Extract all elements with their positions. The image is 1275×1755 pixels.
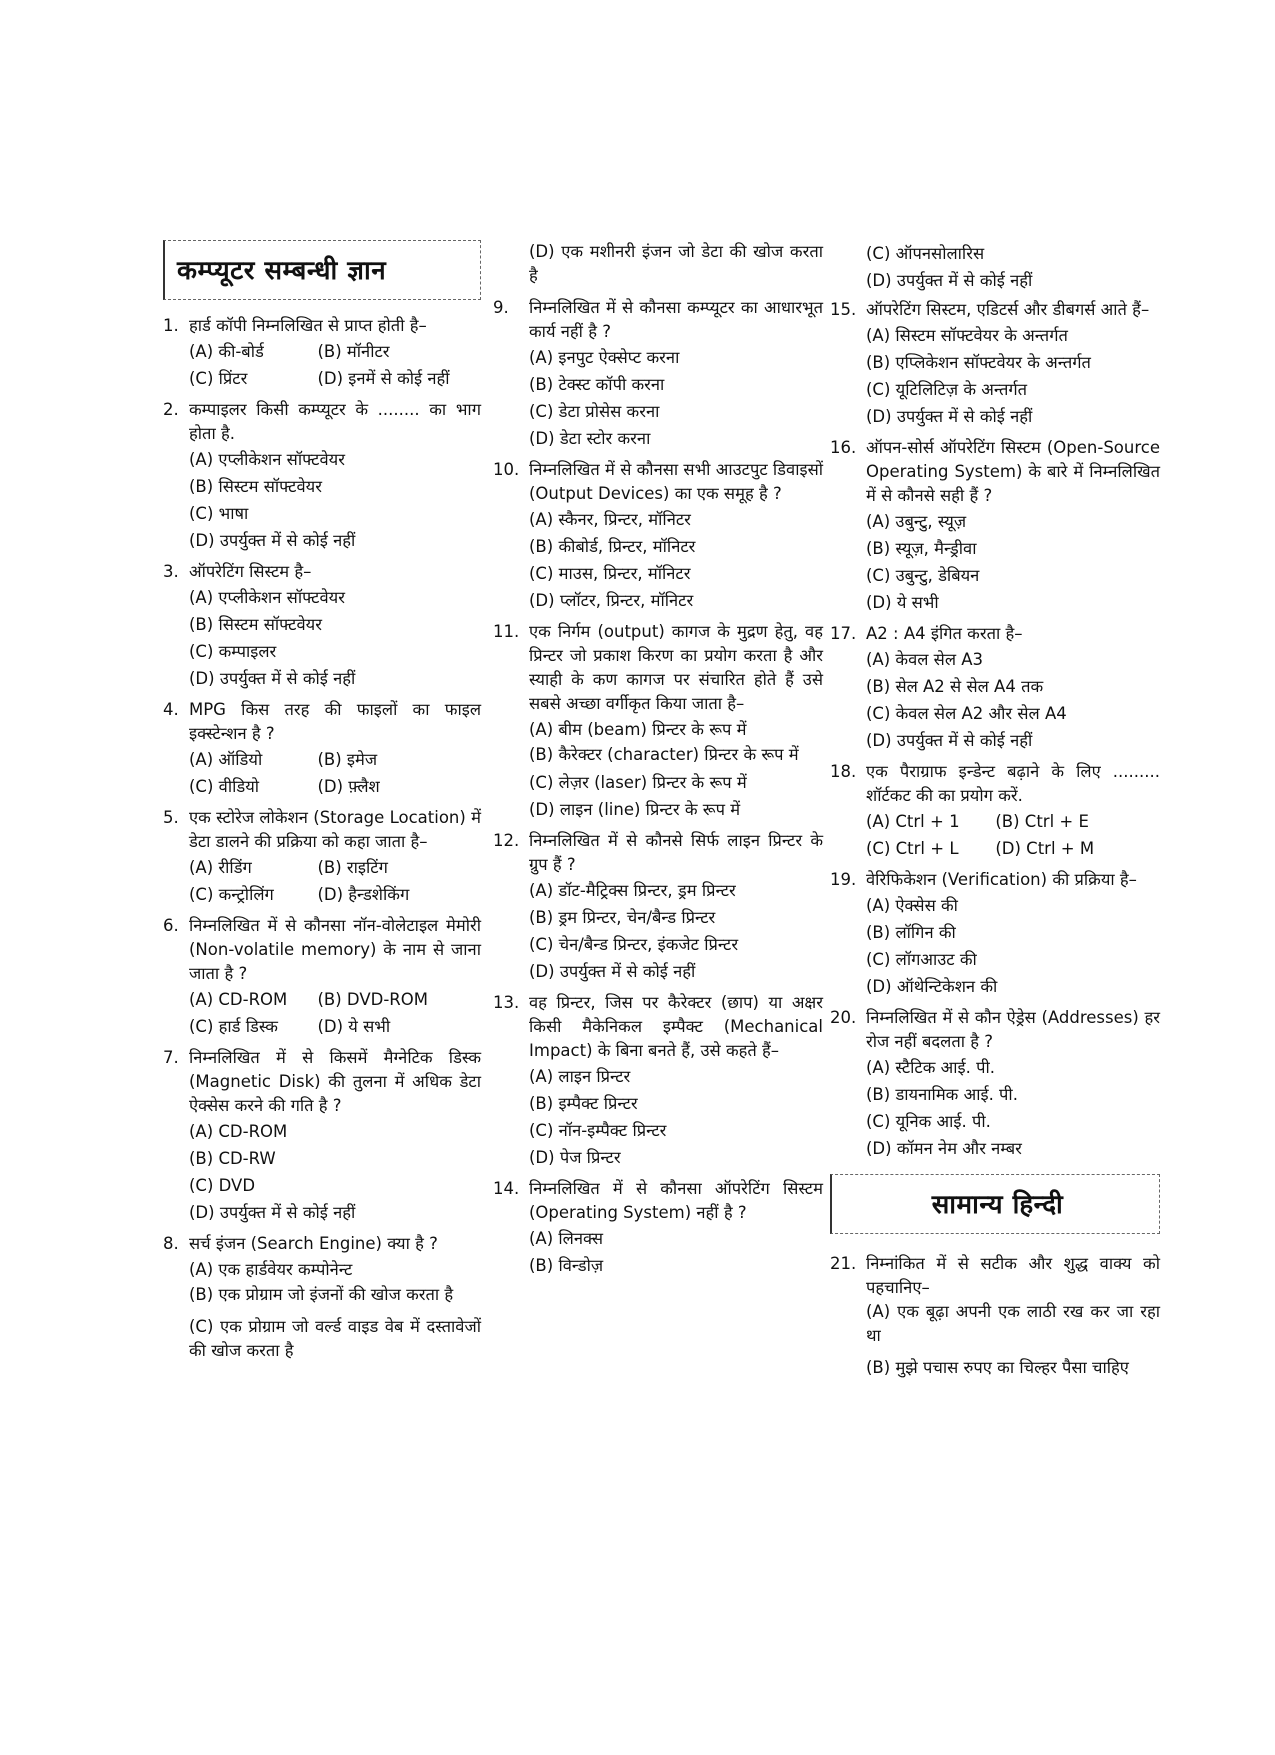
option-c: (C) यूनिक आई. पी. — [866, 1112, 991, 1131]
question-15: 15. ऑपरेटिंग सिस्टम, एडिटर्स और डीबगर्स आते हैं– (A) सिस्टम सॉफ्टवेयर के अन्तर्गत (B) एप्लिकेशन सॉफ्टवेयर के अन्तर्गत (C) यूटिलिटिज़ के अन्तर्गत (D) उपर्युक्त में से कोई नहीं — [830, 298, 1160, 430]
question-19: 19. वेरिफिकेशन (Verification) की प्रक्रिया है– (A) ऐक्सेस की (B) लॉगिन की (C) लॉगआउट की (D) ऑथेन्टिकेशन की — [830, 868, 1160, 1000]
column-1 — [163, 240, 481, 1371]
question-14: 14. निम्नलिखित में से कौनसा ऑपरेटिंग सिस्टम (Operating System) नहीं है ? (A) लिनक्स (B) विन्डोज़ — [493, 1177, 823, 1279]
question-3: 3. ऑपरेटिंग सिस्टम है– (A) एप्लीकेशन सॉफ्टवेयर (B) सिस्टम सॉफ्टवेयर (C) कम्पाइलर (D) उपर्युक्त में से कोई नहीं — [163, 560, 481, 692]
section-title: कम्प्यूटर सम्बन्धी ज्ञान — [177, 256, 387, 286]
question-8: 8. सर्च इंजन (Search Engine) क्या है ? (A) एक हार्डवेयर कम्पोनेन्ट (B) एक प्रोग्राम जो इंजनों की खोज करता है (C) एक प्रोग्राम जो वर्ल्ड वाइड वेब में दस्तावेजों की खोज करता है — [163, 1232, 481, 1363]
option-c: (C) हार्ड डिस्क — [189, 1017, 278, 1036]
option-d: (D) लाइन (line) प्रिन्टर के रूप में — [529, 800, 741, 819]
option-d: (D) प्लॉटर, प्रिन्टर, मॉनिटर — [529, 591, 694, 610]
question-text: एक स्टोरेज लोकेशन (Storage Location) में डेटा डालने की प्रक्रिया को कहा जाता है– — [189, 808, 481, 851]
option-d: (D) उपर्युक्त में से कोई नहीं — [866, 271, 1033, 290]
option-a: (A) एप्लीकेशन सॉफ्टवेयर — [189, 450, 345, 469]
question-text: MPG किस तरह की फाइलों का फाइल इक्स्टेन्शन है ? — [189, 700, 481, 743]
question-text: A2 : A4 इंगित करता है– — [866, 624, 1023, 643]
option-d: (D) पेज प्रिन्टर — [529, 1148, 621, 1167]
option-b: (B) DVD-ROM — [317, 990, 428, 1009]
option-b: (B) कैरेक्टर (character) प्रिन्टर के रूप में — [529, 745, 799, 764]
option-b: (B) ड्रम प्रिन्टर, चेन/बैन्ड प्रिन्टर — [529, 908, 716, 927]
question-17: 17. A2 : A4 इंगित करता है– (A) केवल सेल A3 (B) सेल A2 से सेल A4 तक (C) केवल सेल A2 और सेल A4 (D) उपर्युक्त में से कोई नहीं — [830, 622, 1160, 754]
option-c: (C) माउस, प्रिन्टर, मॉनिटर — [529, 564, 691, 583]
option-c: (C) नॉन-इम्पैक्ट प्रिन्टर — [529, 1121, 667, 1140]
section-title: सामान्य हिन्दी — [931, 1190, 1064, 1220]
option-b: (B) सेल A2 से सेल A4 तक — [866, 677, 1044, 696]
option-a: (A) लिनक्स — [529, 1229, 604, 1248]
option-a: (A) ऐक्सेस की — [866, 896, 958, 915]
option-d: (D) ये सभी — [866, 593, 939, 612]
option-c: (C) केवल सेल A2 और सेल A4 — [866, 704, 1067, 723]
option-b: (B) टेक्स्ट कॉपी करना — [529, 375, 665, 394]
option-b: (B) लॉगिन की — [866, 923, 956, 942]
option-d: (D) उपर्युक्त में से कोई नहीं — [529, 962, 696, 981]
option-a: (A) एक बूढ़ा अपनी एक लाठी रख कर जा रहा था — [866, 1302, 1160, 1345]
question-13: 13. वह प्रिन्टर, जिस पर कैरेक्टर (छाप) या अक्षर किसी मैकेनिकल इम्पैक्ट (Mechanical Impact) के बिना बनते हैं, उसे कहते हैं– (A) लाइन प्रिन्टर (B) इम्पैक्ट प्रिन्टर (C) नॉन-इम्पैक्ट प्रिन्टर (D) पेज प्रिन्टर — [493, 991, 823, 1171]
option-c: (C) वीडियो — [189, 777, 260, 796]
option-a: (A) CD-ROM — [189, 990, 288, 1009]
option-a: (A) केवल सेल A3 — [866, 650, 984, 669]
option-d: (D) उपर्युक्त में से कोई नहीं — [866, 731, 1033, 750]
option-a: (A) स्कैनर, प्रिन्टर, मॉनिटर — [529, 510, 691, 529]
option-c: (C) लॉगआउट की — [866, 950, 977, 969]
option-b: (B) कीबोर्ड, प्रिन्टर, मॉनिटर — [529, 537, 696, 556]
option-c: (C) Ctrl + L — [866, 839, 959, 858]
question-9: 9. निम्नलिखित में से कौनसा कम्प्यूटर का आधारभूत कार्य नहीं है ? (A) इनपुट ऐक्सेप्ट करना (B) टेक्स्ट कॉपी करना (C) डेटा प्रोसेस करना (D) डेटा स्टोर करना — [493, 296, 823, 452]
option-c: (C) डेटा प्रोसेस करना — [529, 402, 660, 421]
question-1: 1. हार्ड कॉपी निम्नलिखित से प्राप्त होती है– (A) की-बोर्ड (B) मॉनीटर (C) प्रिंटर (D) इनमें से कोई नहीं — [163, 314, 481, 392]
option-c: (C) एक प्रोग्राम जो वर्ल्ड वाइड वेब में दस्तावेजों की खोज करता है — [189, 1317, 481, 1360]
question-text: एक निर्गम (output) कागज के मुद्रण हेतु, वह प्रिन्टर जो प्रकाश किरण का प्रयोग करता है और स्याही के कण कागज पर संचारित होते हैं उसे सबसे अच्छा वर्गीकृत किया जाता है– — [529, 622, 823, 713]
option-b: (B) राइटिंग — [317, 858, 388, 877]
question-text: ऑपरेटिंग सिस्टम, एडिटर्स और डीबगर्स आते हैं– — [866, 300, 1150, 319]
option-c: (C) उबुन्टु, डेबियन — [866, 566, 980, 585]
option-b: (B) एप्लिकेशन सॉफ्टवेयर के अन्तर्गत — [866, 353, 1091, 372]
question-18: 18. एक पैराग्राफ इन्डेन्ट बढ़ाने के लिए ......... शॉर्टकट की का प्रयोग करें. (A) Ctrl + 1 (B) Ctrl + E (C) Ctrl + L (D) Ctrl + M — [830, 760, 1160, 862]
question-21: 21. निम्नांकित में से सटीक और शुद्ध वाक्य को पहचानिए– (A) एक बूढ़ा अपनी एक लाठी रख कर जा रहा था (B) मुझे पचास रुपए का चिल्हर पैसा चाहिए — [830, 1252, 1160, 1380]
question-5: 5. एक स्टोरेज लोकेशन (Storage Location) में डेटा डालने की प्रक्रिया को कहा जाता है– (A) रीडिंग (B) राइटिंग (C) कन्ट्रोलिंग (D) हैन्डशेकिंग — [163, 806, 481, 908]
option-a: (A) रीडिंग — [189, 858, 252, 877]
question-text: निम्नलिखित में से कौनसा सभी आउटपुट डिवाइसों (Output Devices) का एक समूह है ? — [529, 460, 823, 503]
option-b: (B) विन्डोज़ — [529, 1256, 604, 1275]
question-text: कम्पाइलर किसी कम्प्यूटर के ........ का भाग होता है. — [189, 400, 481, 443]
option-b: (B) मुझे पचास रुपए का चिल्हर पैसा चाहिए — [866, 1358, 1129, 1377]
option-b: (B) CD-RW — [189, 1149, 276, 1168]
question-text: हार्ड कॉपी निम्नलिखित से प्राप्त होती है– — [189, 316, 427, 335]
option-d: (D) डेटा स्टोर करना — [529, 429, 651, 448]
option-c: (C) यूटिलिटिज़ के अन्तर्गत — [866, 380, 1028, 399]
option-a: (A) उबुन्टु, स्यूज़ — [866, 512, 967, 531]
option-b: (B) सिस्टम सॉफ्टवेयर — [189, 615, 322, 634]
question-text: ऑपरेटिंग सिस्टम है– — [189, 562, 312, 581]
question-2: 2. कम्पाइलर किसी कम्प्यूटर के ........ का भाग होता है. (A) एप्लीकेशन सॉफ्टवेयर (B) सिस्टम सॉफ्टवेयर (C) भाषा (D) उपर्युक्त में से कोई नहीं — [163, 398, 481, 554]
option-a: (A) सिस्टम सॉफ्टवेयर के अन्तर्गत — [866, 326, 1068, 345]
question-text: वेरिफिकेशन (Verification) की प्रक्रिया है– — [866, 870, 1137, 889]
option-a: (A) डॉट-मैट्रिक्स प्रिन्टर, ड्रम प्रिन्टर — [529, 881, 736, 900]
option-d: (D) उपर्युक्त में से कोई नहीं — [189, 669, 356, 688]
column-3 — [830, 240, 1160, 1388]
option-c: (C) प्रिंटर — [189, 369, 248, 388]
question-16: 16. ऑपन-सोर्स ऑपरेटिंग सिस्टम (Open-Source Operating System) के बारे में निम्नलिखित में से कौनसे सही हैं ? (A) उबुन्टु, स्यूज़ (B) स्यूज़, मैन्ड्रीवा (C) उबुन्टु, डेबियन (D) ये सभी — [830, 436, 1160, 616]
option-c: (C) भाषा — [189, 504, 249, 523]
option-b: (B) स्यूज़, मैन्ड्रीवा — [866, 539, 977, 558]
question-text: एक पैराग्राफ इन्डेन्ट बढ़ाने के लिए ......... शॉर्टकट की का प्रयोग करें. — [866, 762, 1160, 805]
question-text: निम्नलिखित में से कौनसे सिर्फ लाइन प्रिन्टर के ग्रुप हैं ? — [529, 831, 823, 874]
option-d: (D) उपर्युक्त में से कोई नहीं — [866, 407, 1033, 426]
question-10: 10. निम्नलिखित में से कौनसा सभी आउटपुट डिवाइसों (Output Devices) का एक समूह है ? (A) स्कैनर, प्रिन्टर, मॉनिटर (B) कीबोर्ड, प्रिन्टर, मॉनिटर (C) माउस, प्रिन्टर, मॉनिटर (D) प्लॉटर, प्रिन्टर, मॉनिटर — [493, 458, 823, 614]
option-d: (D) फ़्लैश — [317, 777, 380, 796]
question-11: 11. एक निर्गम (output) कागज के मुद्रण हेतु, वह प्रिन्टर जो प्रकाश किरण का प्रयोग करता है और स्याही के कण कागज पर संचारित होते हैं उसे सबसे अच्छा वर्गीकृत किया जाता है– (A) बीम (beam) प्रिन्टर के रूप में (B) कैरेक्टर (character) प्रिन्टर के रूप में (C) लेज़र (laser) प्रिन्टर के रूप में (D) लाइन (line) प्रिन्टर के रूप में — [493, 620, 823, 823]
option-a: (A) इनपुट ऐक्सेप्ट करना — [529, 348, 680, 367]
option-c: (C) DVD — [189, 1176, 256, 1195]
option-c: (C) चेन/बैन्ड प्रिन्टर, इंकजेट प्रिन्टर — [529, 935, 739, 954]
section-heading-computer — [163, 240, 481, 300]
option-d: (D) उपर्युक्त में से कोई नहीं — [189, 531, 356, 550]
option-d: (D) ये सभी — [317, 1017, 391, 1036]
option-d: (D) ऑथेन्टिकेशन की — [866, 977, 998, 996]
question-12: 12. निम्नलिखित में से कौनसे सिर्फ लाइन प्रिन्टर के ग्रुप हैं ? (A) डॉट-मैट्रिक्स प्रिन्टर, ड्रम प्रिन्टर (B) ड्रम प्रिन्टर, चेन/बैन्ड प्रिन्टर (C) चेन/बैन्ड प्रिन्टर, इंकजेट प्रिन्टर (D) उपर्युक्त में से कोई नहीं — [493, 829, 823, 985]
question-text: निम्नलिखित में से कौनसा नॉन-वोलेटाइल मेमोरी (Non-volatile memory) के नाम से जाना जाता है ? — [189, 916, 481, 983]
option-b: (B) सिस्टम सॉफ्टवेयर — [189, 477, 322, 496]
column-2 — [493, 240, 823, 1285]
option-b: (B) इमेज — [317, 750, 378, 769]
question-text: निम्नांकित में से सटीक और शुद्ध वाक्य को पहचानिए– — [866, 1254, 1160, 1297]
option-c: (C) कम्पाइलर — [189, 642, 277, 661]
question-text: निम्नलिखित में से किसमें मैग्नेटिक डिस्क (Magnetic Disk) की तुलना में अधिक डेटा ऐक्सेस करने की गति है ? — [189, 1048, 481, 1115]
option-d: (D) Ctrl + M — [995, 839, 1095, 858]
question-20: 20. निम्नलिखित में से कौन ऐड्रेस (Addresses) हर रोज नहीं बदलता है ? (A) स्टैटिक आई. पी. (B) डायनामिक आई. पी. (C) यूनिक आई. पी. (D) कॉमन नेम और नम्बर — [830, 1006, 1160, 1162]
option-c: (C) ऑपनसोलारिस — [866, 244, 985, 263]
option-a: (A) स्टैटिक आई. पी. — [866, 1058, 995, 1077]
option-a: (A) CD-ROM — [189, 1122, 288, 1141]
option-a: (A) बीम (beam) प्रिन्टर के रूप में — [529, 720, 747, 739]
option-d: (D) कॉमन नेम और नम्बर — [866, 1139, 1022, 1158]
question-text: वह प्रिन्टर, जिस पर कैरेक्टर (छाप) या अक्षर किसी मैकेनिकल इम्पैक्ट (Mechanical Impact) के बिना बनते हैं, उसे कहते हैं– — [529, 993, 823, 1060]
option-b: (B) एक प्रोग्राम जो इंजनों की खोज करता है — [189, 1285, 454, 1304]
option-b: (B) इम्पैक्ट प्रिन्टर — [529, 1094, 638, 1113]
question-text: निम्नलिखित में से कौनसा ऑपरेटिंग सिस्टम (Operating System) नहीं है ? — [529, 1179, 823, 1222]
option-c: (C) लेज़र (laser) प्रिन्टर के रूप में — [529, 773, 747, 792]
question-text: सर्च इंजन (Search Engine) क्या है ? — [189, 1234, 438, 1253]
question-text: निम्नलिखित में से कौन ऐड्रेस (Addresses) हर रोज नहीं बदलता है ? — [866, 1008, 1160, 1051]
question-text: ऑपन-सोर्स ऑपरेटिंग सिस्टम (Open-Source Operating System) के बारे में निम्नलिखित में से कौनसे सही हैं ? — [866, 438, 1160, 505]
option-d: (D) इनमें से कोई नहीं — [317, 369, 450, 388]
option-a: (A) लाइन प्रिन्टर — [529, 1067, 631, 1086]
option-c: (C) कन्ट्रोलिंग — [189, 885, 274, 904]
option-b: (B) मॉनीटर — [317, 342, 390, 361]
option-a: (A) ऑडियो — [189, 750, 263, 769]
section-heading-hindi — [830, 1174, 1160, 1234]
option-a: (A) एक हार्डवेयर कम्पोनेन्ट — [189, 1260, 353, 1279]
option-b: (B) डायनामिक आई. पी. — [866, 1085, 1018, 1104]
option-a: (A) एप्लीकेशन सॉफ्टवेयर — [189, 588, 345, 607]
option-d: (D) उपर्युक्त में से कोई नहीं — [189, 1203, 356, 1222]
question-4: 4. MPG किस तरह की फाइलों का फाइल इक्स्टेन्शन है ? (A) ऑडियो (B) इमेज (C) वीडियो (D) फ़्लैश — [163, 698, 481, 800]
question-7: 7. निम्नलिखित में से किसमें मैग्नेटिक डिस्क (Magnetic Disk) की तुलना में अधिक डेटा ऐक्सेस करने की गति है ? (A) CD-ROM (B) CD-RW (C) DVD (D) उपर्युक्त में से कोई नहीं — [163, 1046, 481, 1226]
option-a: (A) Ctrl + 1 — [866, 812, 960, 831]
question-6: 6. निम्नलिखित में से कौनसा नॉन-वोलेटाइल मेमोरी (Non-volatile memory) के नाम से जाना जाता है ? (A) CD-ROM (B) DVD-ROM (C) हार्ड डिस्क (D) ये सभी — [163, 914, 481, 1040]
question-text: निम्नलिखित में से कौनसा कम्प्यूटर का आधारभूत कार्य नहीं है ? — [529, 298, 823, 341]
option-d: (D) एक मशीनरी इंजन जो डेटा की खोज करता है — [529, 242, 823, 285]
option-a: (A) की-बोर्ड — [189, 342, 264, 361]
option-b: (B) Ctrl + E — [995, 812, 1089, 831]
option-d: (D) हैन्डशेकिंग — [317, 885, 410, 904]
